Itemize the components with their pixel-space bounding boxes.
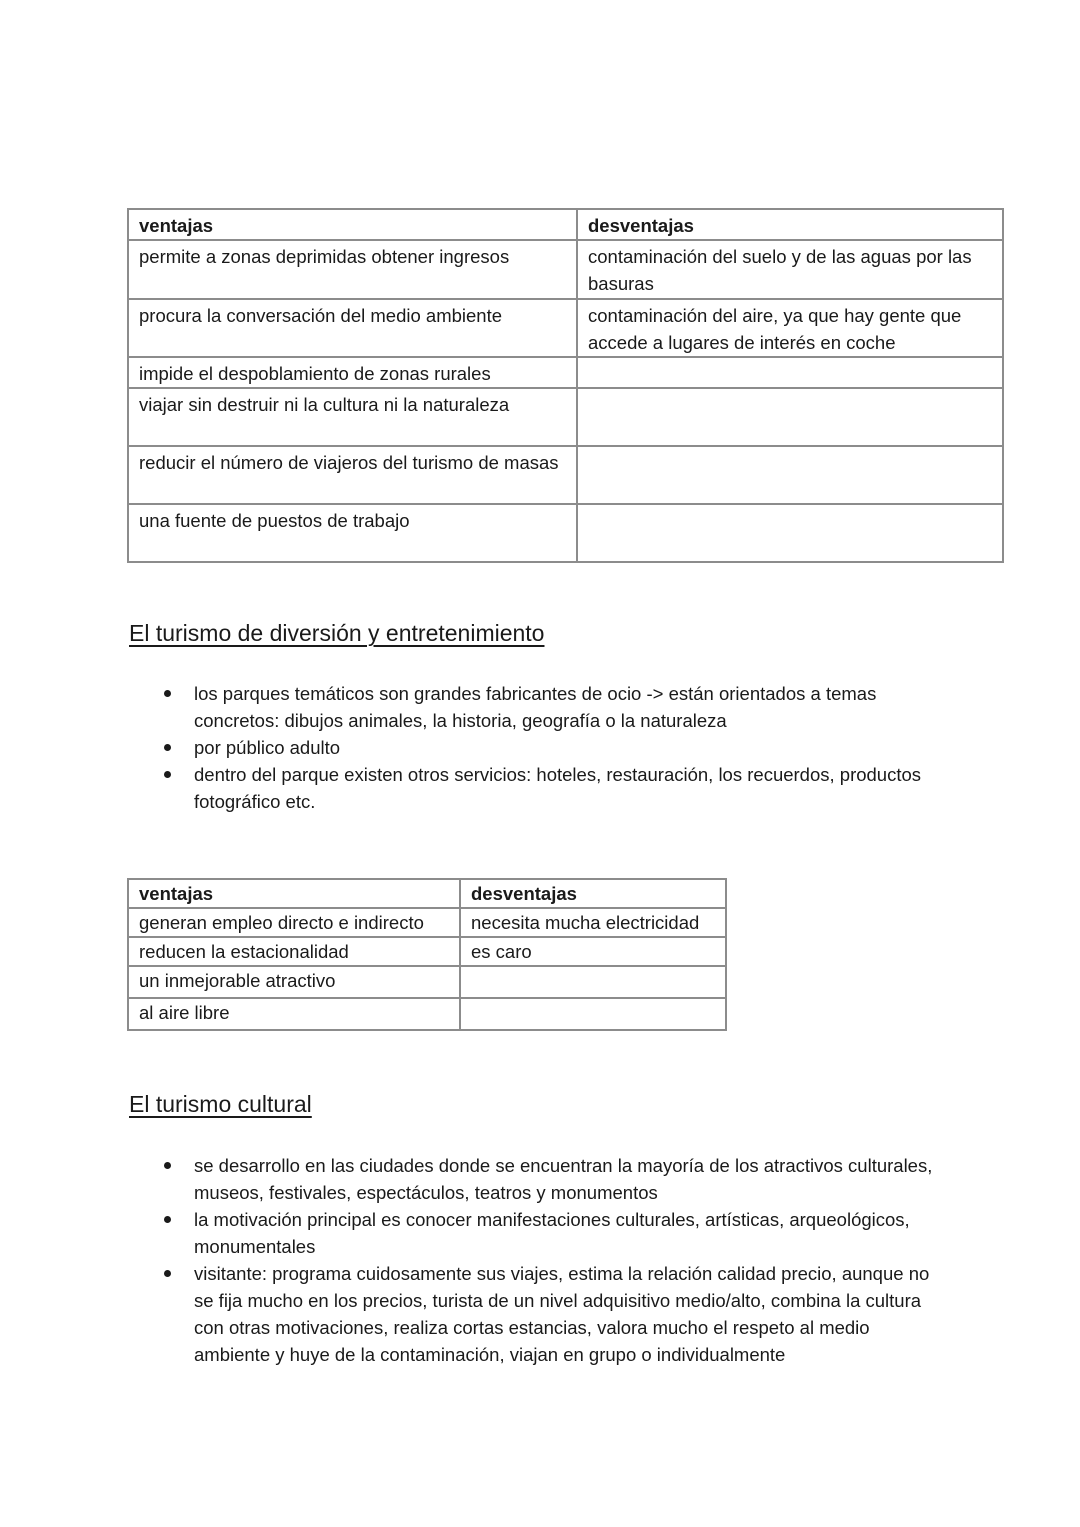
header-desventajas: desventajas: [460, 879, 726, 908]
section-title-diversion: El turismo de diversión y entretenimiento: [129, 620, 545, 646]
bullet-icon: [164, 1216, 171, 1223]
cell-ventaja: generan empleo directo e indirecto: [128, 908, 460, 937]
list-item-text: los parques temáticos son grandes fabricantes de ocio -> están orientados a temas concretos: dibujos animales, la historia, geografía o la naturaleza: [194, 683, 877, 731]
cell-ventaja: una fuente de puestos de trabajo: [128, 504, 577, 562]
table-row: [128, 446, 1003, 504]
header-desventajas: desventajas: [577, 209, 1003, 240]
header-ventajas: ventajas: [128, 879, 460, 908]
cell-desventaja: es caro: [460, 937, 726, 966]
cell-ventaja: al aire libre: [128, 998, 460, 1030]
cell-desventaja: [577, 357, 1003, 388]
list-item: [129, 734, 949, 761]
cell-ventaja: reducen la estacionalidad: [128, 937, 460, 966]
cell-ventaja: reducir el número de viajeros del turismo de masas: [128, 446, 577, 504]
list-item: [129, 1152, 949, 1206]
cell-desventaja: necesita mucha electricidad: [460, 908, 726, 937]
cell-desventaja: [577, 388, 1003, 446]
table-row: [128, 388, 1003, 446]
cell-ventaja: procura la conversación del medio ambiente: [128, 299, 577, 357]
list-item-text: visitante: programa cuidosamente sus viajes, estima la relación calidad precio, aunque no se fija mucho en los precios, turista de un nivel adquisitivo medio/alto, combina la cultura con otras motivaciones, realiza cortas estancias, valora mucho el respeto al medio ambiente y huye de la contaminación, viajan en grupo o individualmente: [194, 1263, 930, 1365]
cell-desventaja: [460, 998, 726, 1030]
cell-desventaja: [460, 966, 726, 998]
bullet-list-diversion: [129, 680, 949, 815]
table-row: [128, 937, 726, 966]
cell-ventaja: impide el despoblamiento de zonas rurales: [128, 357, 577, 388]
cell-desventaja: contaminación del suelo y de las aguas por las basuras: [577, 240, 1003, 299]
list-item-text: la motivación principal es conocer manifestaciones culturales, artísticas, arqueológicos, monumentales: [194, 1209, 910, 1257]
list-item-text: dentro del parque existen otros servicios: hoteles, restauración, los recuerdos, productos fotográfico etc.: [194, 764, 922, 812]
bullet-icon: [164, 1270, 171, 1277]
cell-desventaja: [577, 446, 1003, 504]
ventajas-desventajas-table-2: [127, 878, 727, 1031]
list-item: [129, 1206, 949, 1260]
bullet-icon: [164, 744, 171, 751]
list-item: [129, 761, 949, 815]
table-header-row: [128, 209, 1003, 240]
table-row: [128, 357, 1003, 388]
table-row: [128, 240, 1003, 299]
table-row: [128, 908, 726, 937]
cell-ventaja: un inmejorable atractivo: [128, 966, 460, 998]
table-row: [128, 299, 1003, 357]
bullet-icon: [164, 771, 171, 778]
list-item: [129, 680, 949, 734]
cell-ventaja: viajar sin destruir ni la cultura ni la naturaleza: [128, 388, 577, 446]
table-row: [128, 998, 726, 1030]
bullet-icon: [164, 1162, 171, 1169]
cell-ventaja: permite a zonas deprimidas obtener ingresos: [128, 240, 577, 299]
list-item-text: se desarrollo en las ciudades donde se encuentran la mayoría de los atractivos culturales, museos, festivales, espectáculos, teatros y monumentos: [194, 1155, 933, 1203]
table-row: [128, 966, 726, 998]
list-item-text: por público adulto: [194, 737, 341, 758]
table-row: [128, 504, 1003, 562]
cell-desventaja: [577, 504, 1003, 562]
cell-desventaja: contaminación del aire, ya que hay gente que accede a lugares de interés en coche: [577, 299, 1003, 357]
bullet-icon: [164, 690, 171, 697]
ventajas-desventajas-table-1: [127, 208, 1004, 563]
section-title-cultural: El turismo cultural: [129, 1091, 312, 1117]
bullet-list-cultural: [129, 1152, 949, 1368]
table-header-row: [128, 879, 726, 908]
header-ventajas: ventajas: [128, 209, 577, 240]
list-item: [129, 1260, 949, 1368]
